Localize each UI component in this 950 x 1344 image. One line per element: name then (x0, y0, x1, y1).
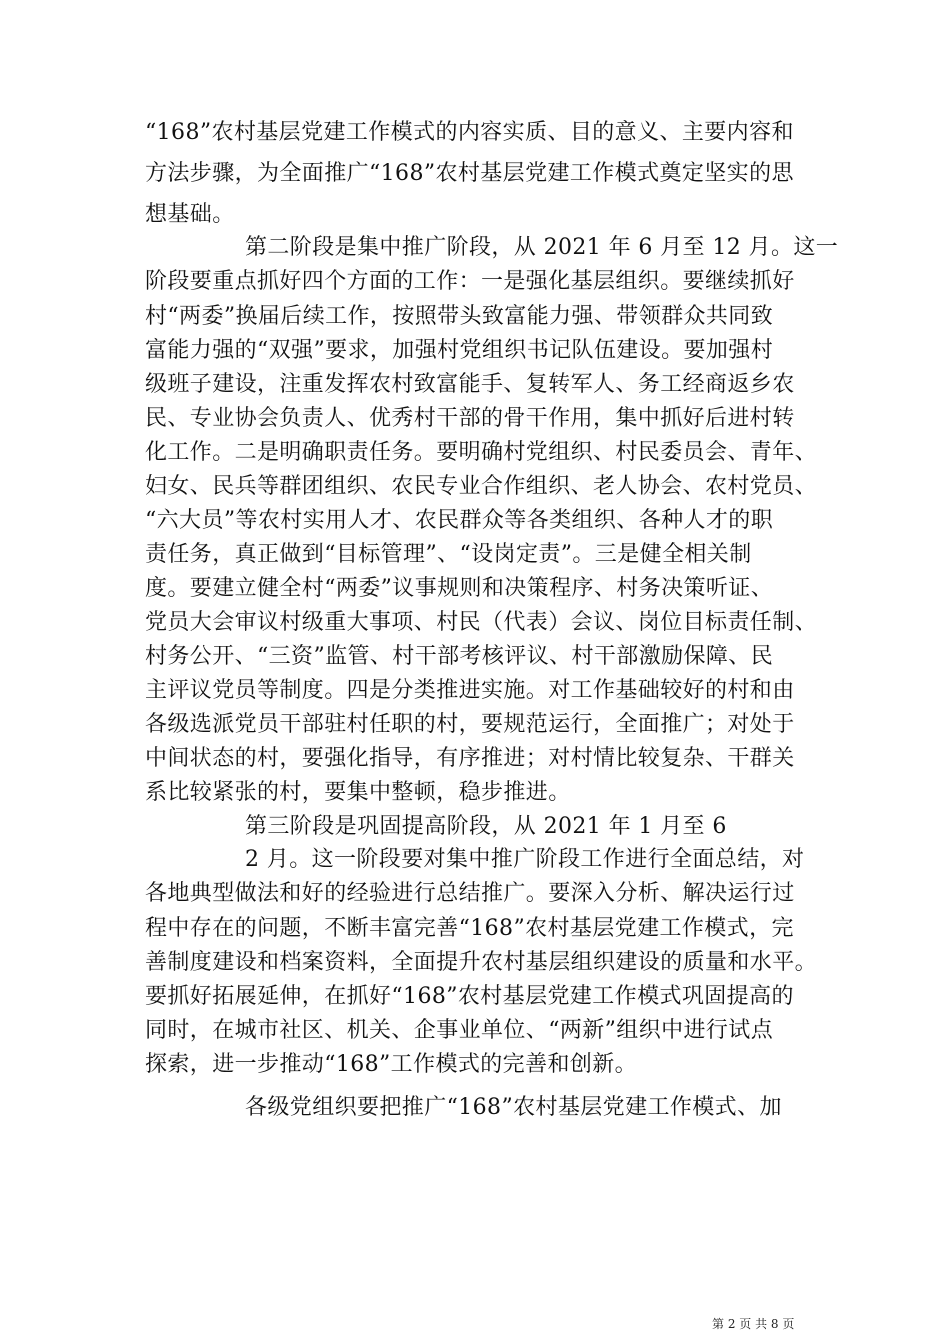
text-line: 想基础。 (145, 202, 235, 227)
text-line: 主评议党员等制度。四是分类推进实施。对工作基础较好的村和由 (145, 678, 795, 703)
text-line: 善制度建设和档案资料，全面提升农村基层组织建设的质量和水平。 (145, 950, 818, 975)
text-line: 同时，在城市社区、机关、企事业单位、“两新”组织中进行试点 (145, 1018, 774, 1043)
text-line: “168”农村基层党建工作模式的内容实质、目的意义、主要内容和 (145, 120, 794, 145)
text-line: 富能力强的“双强”要求，加强村党组织书记队伍建设。要加强村 (145, 338, 774, 363)
text-line: 第三阶段是巩固提高阶段，从 2021 年 1 月至 6 (245, 814, 727, 839)
text-line: 程中存在的问题，不断丰富完善“168”农村基层党建工作模式，完 (145, 916, 794, 941)
text-line: “六大员”等农村实用人才、农民群众等各类组织、各种人才的职 (145, 508, 774, 533)
text-line: 探索，进一步推动“168”工作模式的完善和创新。 (145, 1052, 638, 1077)
text-line: 级班子建设，注重发挥农村致富能手、复转军人、务工经商返乡农 (145, 372, 795, 397)
text-line: 责任务，真正做到“目标管理”、“设岗定责”。三是健全相关制 (145, 542, 752, 567)
text-line: 要抓好拓展延伸，在抓好“168”农村基层党建工作模式巩固提高的 (145, 984, 794, 1009)
text-line: 各地典型做法和好的经验进行总结推广。要深入分析、解决运行过 (145, 881, 795, 906)
text-line: 系比较紧张的村，要集中整顿，稳步推进。 (145, 780, 571, 805)
text-line: 党员大会审议村级重大事项、村民（代表）会议、岗位目标责任制、 (145, 610, 818, 635)
text-line: 度。要建立健全村“两委”议事规则和决策程序、村务决策听证、 (145, 576, 774, 601)
text-line: 各级选派党员干部驻村任职的村，要规范运行，全面推广；对处于 (145, 712, 795, 737)
text-line: 中间状态的村，要强化指导，有序推进；对村情比较复杂、干群关 (145, 746, 795, 771)
text-line: 村“两委”换届后续工作，按照带头致富能力强、带领群众共同致 (145, 304, 774, 329)
text-line: 2 月。这一阶段要对集中推广阶段工作进行全面总结，对 (245, 847, 805, 872)
text-line: 化工作。二是明确职责任务。要明确村党组织、村民委员会、青年、 (145, 440, 818, 465)
text-line: 阶段要重点抓好四个方面的工作：一是强化基层组织。要继续抓好 (145, 269, 795, 294)
text-line: 方法步骤，为全面推广“168”农村基层党建工作模式奠定坚实的思 (145, 161, 794, 186)
page-number: 第 2 页 共 8 页 (712, 1317, 795, 1331)
text-line: 妇女、民兵等群团组织、农民专业合作组织、老人协会、农村党员、 (145, 474, 818, 499)
text-line: 村务公开、“三资”监管、村干部考核评议、村干部激励保障、民 (145, 644, 774, 669)
text-line: 民、专业协会负责人、优秀村干部的骨干作用，集中抓好后进村转 (145, 406, 795, 431)
text-line: 第二阶段是集中推广阶段，从 2021 年 6 月至 12 月。这一 (245, 235, 839, 260)
text-line: 各级党组织要把推广“168”农村基层党建工作模式、加 (245, 1095, 782, 1120)
